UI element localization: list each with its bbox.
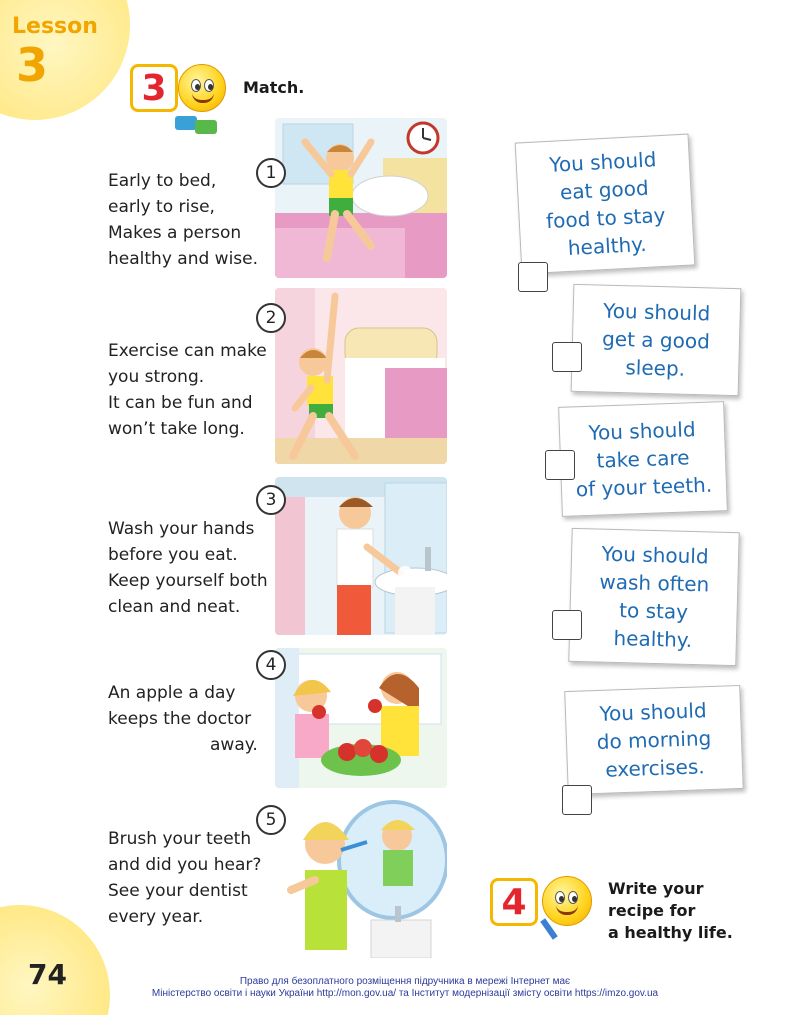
answer-checkbox-5[interactable] xyxy=(562,785,592,815)
card-line: take care xyxy=(596,445,690,473)
rhyme-line: It can be fun and xyxy=(108,393,253,413)
card-line: sleep. xyxy=(625,355,686,381)
smiley-pencil-icon xyxy=(542,876,592,926)
card-line: You should xyxy=(548,147,657,177)
rhyme-line: Keep yourself both xyxy=(108,571,268,591)
puzzle-piece-icon xyxy=(175,116,197,130)
number-circle-2: 2 xyxy=(256,303,286,333)
girls-eating-apples-illustration xyxy=(275,648,447,788)
rhyme-3 xyxy=(108,516,268,620)
number-circle-5: 5 xyxy=(256,805,286,835)
answer-card-4 xyxy=(568,528,739,666)
card-line: You should xyxy=(602,298,711,326)
card-line: of your teeth. xyxy=(575,472,713,502)
footer-line-1: Право для безоплатного розміщення підручника в мережі Інтернет має xyxy=(239,976,571,987)
rhyme-line: Early to bed, xyxy=(108,171,217,191)
card-line: You should xyxy=(588,417,696,445)
boy-waking-up-illustration xyxy=(275,118,447,278)
rhyme-line: Wash your hands xyxy=(108,519,255,539)
rhyme-line: early to rise, xyxy=(108,197,215,217)
answer-card-3 xyxy=(558,401,728,517)
page-number: 74 xyxy=(28,958,67,991)
card-line: You should xyxy=(599,698,707,726)
task-3-badge: 3 xyxy=(130,64,178,112)
rhyme-line: every year. xyxy=(108,907,204,927)
lesson-number: 3 xyxy=(16,38,49,92)
puzzle-piece-icon xyxy=(195,120,217,134)
answer-card-2 xyxy=(571,284,742,396)
rhyme-line: before you eat. xyxy=(108,545,238,565)
task-4-title-line: Write your xyxy=(608,879,704,898)
rhyme-5 xyxy=(108,826,261,930)
boy-brushing-teeth-illustration xyxy=(275,800,447,958)
rhyme-line: Makes a person xyxy=(108,223,242,243)
boy-exercising-illustration xyxy=(275,288,447,464)
card-line: exercises. xyxy=(604,754,706,782)
task-3-title: Match. xyxy=(243,78,305,97)
task-4-title-line: a healthy life. xyxy=(608,923,733,942)
card-line: eat good xyxy=(559,175,650,205)
card-line: healthy. xyxy=(613,625,693,653)
rhyme-line: healthy and wise. xyxy=(108,249,259,269)
smiley-puzzle-icon xyxy=(178,64,226,112)
answer-checkbox-1[interactable] xyxy=(518,262,548,292)
number-circle-1: 1 xyxy=(256,158,286,188)
number-circle-4: 4 xyxy=(256,650,286,680)
footer-notice xyxy=(0,976,800,1000)
rhyme-line: won’t take long. xyxy=(108,419,245,439)
rhyme-2 xyxy=(108,338,267,442)
lesson-label: Lesson xyxy=(12,14,98,39)
card-line: You should xyxy=(601,541,709,569)
rhyme-line: An apple a day xyxy=(108,683,236,703)
rhyme-line: keeps the doctor xyxy=(108,709,252,729)
rhyme-line: Exercise can make xyxy=(108,341,267,361)
number-circle-3: 3 xyxy=(256,485,286,515)
rhyme-line: clean and neat. xyxy=(108,597,241,617)
rhyme-1 xyxy=(108,168,258,272)
rhyme-line: away. xyxy=(210,735,258,755)
card-line: wash often xyxy=(599,569,710,597)
rhyme-4 xyxy=(108,680,258,758)
answer-card-5 xyxy=(564,685,744,795)
card-line: healthy. xyxy=(567,231,648,260)
task-4-title xyxy=(608,878,733,944)
card-line: get a good xyxy=(601,326,711,354)
rhyme-line: you strong. xyxy=(108,367,205,387)
answer-checkbox-3[interactable] xyxy=(545,450,575,480)
rhyme-line: See your dentist xyxy=(108,881,248,901)
card-line: food to stay xyxy=(545,202,666,234)
boy-washing-hands-illustration xyxy=(275,477,447,635)
answer-card-1 xyxy=(515,134,696,275)
footer-line-2: Міністерство освіти і науки України http://mon.gov.ua/ та Інститут модернізації змісту освіти https://imzo.gov.ua xyxy=(151,988,659,999)
rhyme-line: and did you hear? xyxy=(108,855,262,875)
card-line: do morning xyxy=(596,726,712,754)
rhyme-line: Brush your teeth xyxy=(108,829,252,849)
card-line: to stay xyxy=(618,598,689,624)
answer-checkbox-2[interactable] xyxy=(552,342,582,372)
answer-checkbox-4[interactable] xyxy=(552,610,582,640)
task-4-badge: 4 xyxy=(490,878,538,926)
task-4-title-line: recipe for xyxy=(608,901,696,920)
